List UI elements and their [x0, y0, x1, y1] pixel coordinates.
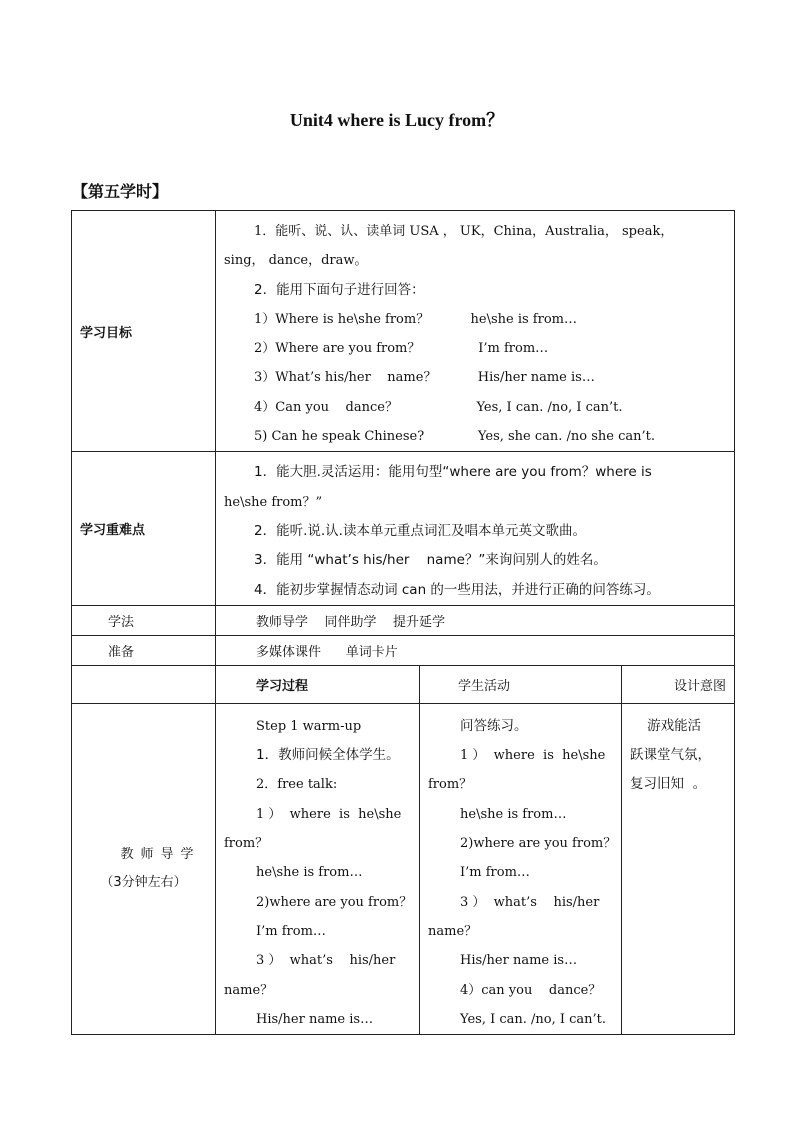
teacher-guide-label — [72, 703, 216, 1034]
goals-row — [72, 211, 735, 452]
goals-line: 1）Where is he\she from？ he\she is from… — [254, 311, 577, 327]
student-line: 4）can you dance？ — [460, 982, 602, 998]
student-line: name？ — [428, 923, 478, 939]
process-line: Step 1 warm-up — [256, 718, 362, 734]
process-line: 1 ） where is he\she — [256, 806, 402, 822]
section-heading: 【第五学时】 — [72, 182, 169, 201]
student-line: 问答练习。 — [460, 717, 528, 734]
design-line: 游戏能活 — [630, 717, 702, 734]
teacher-guide-label-line1: 教师导学 — [120, 846, 201, 862]
process-header-empty — [72, 665, 216, 703]
student-line: Yes, I can. /no, I can’t. — [460, 1011, 607, 1027]
goals-line: 2）Where are you from？ I’m from… — [254, 341, 549, 357]
design-column — [622, 703, 735, 1034]
keypoints-line: he\she from？” — [224, 494, 323, 510]
process-line: I’m from… — [256, 923, 326, 939]
keypoints-label: 学习重难点 — [72, 452, 216, 605]
design-line: 复习旧知 。 — [630, 776, 707, 793]
document-title: Unit4 where is Lucy from？ — [289, 110, 505, 130]
prep-row — [72, 635, 735, 665]
student-header: 学生活动 — [420, 665, 622, 703]
student-line: I’m from… — [460, 865, 530, 881]
goals-line: 5) Can he speak Chinese? Yes, she can. /no she can’t. — [254, 429, 656, 445]
student-line: he\she is from… — [460, 806, 567, 822]
design-header: 设计意图 — [622, 665, 735, 703]
keypoints-row — [72, 452, 735, 605]
goals-line: sing， dance，draw。 — [224, 253, 368, 269]
student-line: 3 ） what’s his/her — [460, 894, 600, 910]
prep-label: 准备 — [72, 635, 216, 665]
process-line: 2)where are you from？ — [256, 894, 413, 910]
method-value: 教师导学 同伴助学 提升延学 — [216, 605, 735, 635]
keypoints-line: 2．能听.说.认.读本单元重点词汇及唱本单元英文歌曲。 — [254, 522, 586, 539]
goals-line: 2．能用下面句子进行回答： — [254, 281, 425, 298]
process-line: His/her name is… — [256, 1011, 374, 1027]
keypoints-line: 3．能用 “what’s his/her name？”来询问别人的姓名。 — [254, 552, 607, 569]
student-line: 2)where are you from？ — [460, 836, 617, 852]
student-line: from？ — [428, 777, 473, 793]
student-line: His/her name is… — [460, 953, 578, 969]
process-line: 1．教师问候全体学生。 — [256, 747, 400, 764]
keypoints-line: 4．能初步掌握情态动词 can 的一些用法，并进行正确的问答练习。 — [254, 581, 660, 598]
goals-content — [216, 211, 735, 452]
goals-line: 3）What’s his/her name？ His/her name is… — [254, 370, 595, 386]
process-header-row — [72, 665, 735, 703]
process-line: from？ — [224, 836, 269, 852]
prep-value: 多媒体课件 单词卡片 — [216, 635, 735, 665]
keypoints-line: 1．能大胆.灵活运用：能用句型“where are you from？where is — [254, 464, 652, 481]
method-label: 学法 — [72, 605, 216, 635]
method-row — [72, 605, 735, 635]
goals-label: 学习目标 — [72, 211, 216, 452]
process-line: he\she is from… — [256, 865, 363, 881]
goals-line: 1．能听、说、认、读单词 USA ， UK，China，Australia， speak， — [254, 224, 674, 239]
goals-line: 4）Can you dance？ Yes, I can. /no, I can’t. — [254, 399, 623, 415]
student-column — [420, 703, 622, 1034]
teacher-guide-label-line2: （3分钟左右） — [100, 874, 187, 890]
teacher-guide-row — [72, 703, 735, 1034]
lesson-table — [71, 210, 735, 1035]
process-header: 学习过程 — [216, 665, 420, 703]
design-line: 跃课堂气氛， — [630, 747, 711, 764]
process-line: 2．free talk: — [256, 777, 338, 793]
process-column — [216, 703, 420, 1034]
process-line: name？ — [224, 982, 274, 998]
keypoints-content — [216, 452, 735, 605]
student-line: 1 ） where is he\she — [460, 748, 606, 764]
process-line: 3 ） what’s his/her — [256, 953, 396, 969]
